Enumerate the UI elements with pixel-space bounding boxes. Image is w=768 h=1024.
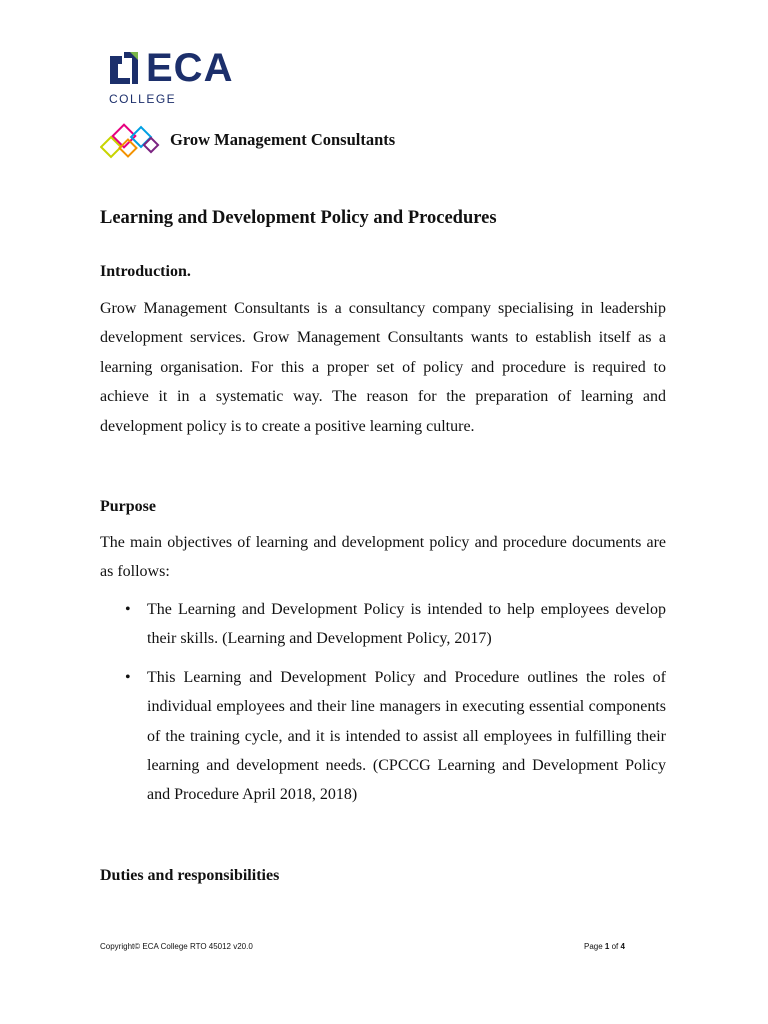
eca-college-label: COLLEGE — [109, 92, 177, 106]
page-of: of — [611, 942, 619, 951]
purpose-bullet-list — [100, 595, 666, 810]
document-title: Learning and Development Policy and Procedures — [100, 208, 497, 228]
purpose-paragraph: The main objectives of learning and development policy and procedure documents are as follows: — [100, 534, 666, 581]
list-item — [100, 595, 666, 654]
introduction-paragraph: Grow Management Consultants is a consultancy company specialising in leadership development services. Grow Management Consultants wants to establish itself as a learning organisation. For this a proper set of policy and procedure is required to achieve it in a systematic way. The reason for the preparation of learning and development policy is to create a positive learning culture. — [100, 300, 666, 435]
footer-copyright: Copyright© ECA College RTO 45012 v20.0 — [100, 942, 253, 951]
purpose-heading: Purpose — [100, 498, 156, 515]
bullet-text: The Learning and Development Policy is intended to help employees develop their skills. (Learning and Development Policy, 2017) — [147, 601, 666, 648]
page-label: Page — [584, 942, 603, 951]
page-total: 4 — [620, 942, 625, 951]
page-current: 1 — [604, 942, 610, 951]
bullet-icon: • — [125, 601, 131, 618]
list-item — [100, 663, 666, 810]
eca-college-logo — [108, 46, 278, 108]
eca-wordmark: ECA — [146, 46, 234, 90]
bullet-icon: • — [125, 668, 131, 686]
bullet-text: This Learning and Development Policy and Procedure outlines the roles of individual employees and their line managers in executing essential components of the training cycle, and it is intended to assist all employees in fulfilling their learning and development needs. (CPCCG Learning and Development Policy and Procedure April 2018, 2018) — [147, 668, 666, 804]
introduction-heading: Introduction. — [100, 263, 191, 280]
company-name: Grow Management Consultants — [170, 130, 396, 149]
footer-page-number — [584, 941, 625, 953]
duties-heading: Duties and responsibilities — [100, 867, 280, 884]
eca-mark-icon — [108, 50, 142, 86]
grow-diamonds-logo — [100, 118, 164, 164]
